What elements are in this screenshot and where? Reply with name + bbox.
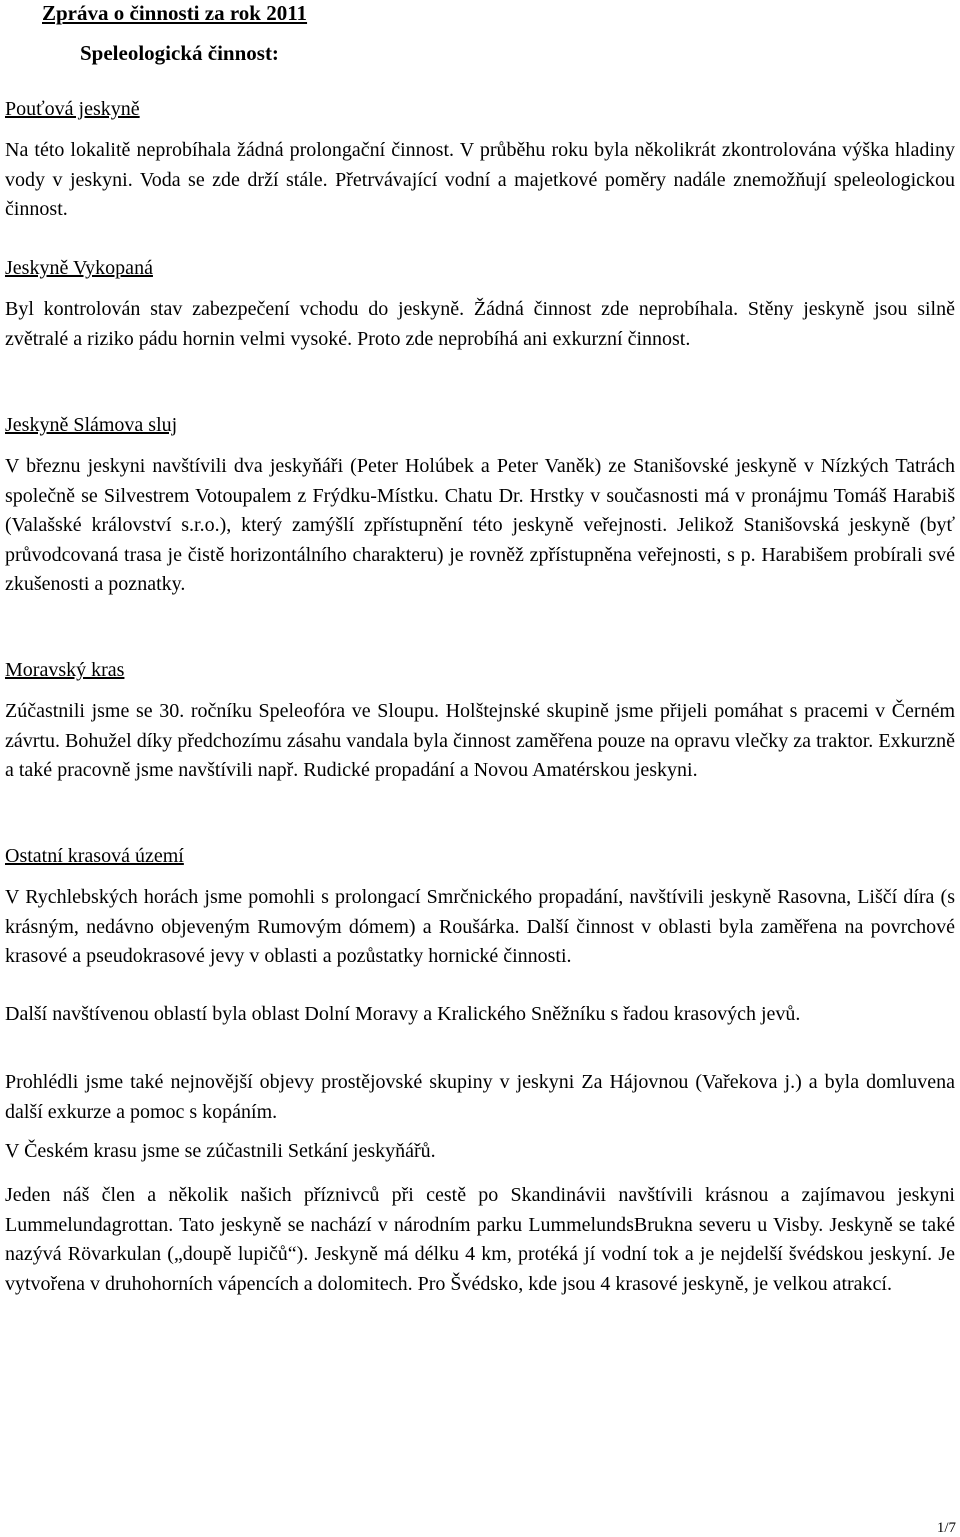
section-heading-slamova: Jeskyně Slámova sluj	[5, 414, 178, 436]
document-title: Zpráva o činnosti za rok 2011	[42, 1, 308, 25]
paragraph-ostatni-1: V Rychlebských horách jsme pomohli s prolongací Smrčnického propadání, navštívili jeskyně Rasovna, Liščí díra (s krásným, nedávno objeveným Rumovým dómem) a Roušárka. Další činnost v oblasti byla zaměřena na povrchové krasové a pseudokrasové jevy v oblasti a pozůstatky hornické činnosti.	[5, 886, 955, 967]
paragraph-ostatni-4: V Českém krasu jsme se zúčastnili Setkání jeskyňářů.	[5, 1140, 436, 1162]
section-heading-vykopana: Jeskyně Vykopaná	[5, 257, 153, 279]
paragraph-poutova: Na této lokalitě neprobíhala žádná prolongační činnost. V průběhu roku byla několikrát zkontrolována výška hladiny vody v jeskyni. Voda se zde drží stále. Přetrvávající vodní a majetkové poměry nadále znemožňují speleologickou činnost.	[5, 139, 955, 220]
page-number: 1/7	[936, 1520, 956, 1536]
section-heading-poutova: Pouťová jeskyně	[5, 98, 140, 120]
paragraph-moravsky-kras: Zúčastnili jsme se 30. ročníku Speleofóra ve Sloupu. Holštejnské skupině jsme přijeli pomáhat s pracemi v Černém závrtu. Bohužel díky předchozímu zásahu vandala byla činnost zaměřena pouze na opravu vlečky za traktor. Exkurzně a také pracovně jsme navštívili např. Rudické propadání a Novou Amatérskou jeskyni.	[5, 700, 955, 781]
section-heading-moravsky-kras: Moravský kras	[5, 659, 125, 681]
document-subtitle: Speleologická činnost:	[80, 41, 279, 65]
paragraph-ostatni-5: Jeden náš člen a několik našich příznivců při cestě po Skandinávii navštívili krásnou a zajímavou jeskyni Lummelundagrottan. Tato jeskyně se nachází v národním parku LummelundsBrukna severu u Visby. Jeskyně se také nazývá Rövarkulan („doupě lupičů“). Jeskyně má délku 4 km, protéká jí vodní tok a je nejdelší švédskou jeskyní. Je vytvořena v druhohorních vápencích a dolomitech. Pro Švédsko, kde jsou 4 krasové jeskyně, je velkou atrakcí.	[5, 1184, 955, 1295]
section-heading-ostatni: Ostatní krasová území	[5, 845, 184, 867]
paragraph-slamova: V březnu jeskyni navštívili dva jeskyňáři (Peter Holúbek a Peter Vaněk) ze Stanišovské jeskyně v Nízkých Tatrách společně se Silvestrem Votoupalem z Frýdku-Místku. Chatu Dr. Hrstky v současnosti má v pronájmu Tomáš Harabiš (Valašské království s.r.o.), který zamýšlí zpřístupnění této jeskyně veřejnosti. Jelikož Stanišovská jeskyně (byť průvodcovaná trasa je čistě horizontálního charakteru) je rovněž zpřístupněna veřejnosti, s p. Harabišem probírali své zkušenosti a poznatky.	[5, 455, 955, 595]
paragraph-ostatni-3: Prohlédli jsme také nejnovější objevy prostějovské skupiny v jeskyni Za Hájovnou (Vařekova j.) a byla domluvena další exkurze a pomoc s kopáním.	[5, 1071, 955, 1123]
paragraph-ostatni-2: Další navštívenou oblastí byla oblast Dolní Moravy a Kralického Sněžníku s řadou krasových jevů.	[5, 1003, 801, 1025]
paragraph-vykopana: Byl kontrolován stav zabezpečení vchodu do jeskyně. Žádná činnost zde neprobíhala. Stěny jeskyně jsou silně zvětralé a riziko pádu hornin velmi vysoké. Proto zde neprobíhá ani exkurzní činnost.	[5, 298, 955, 350]
